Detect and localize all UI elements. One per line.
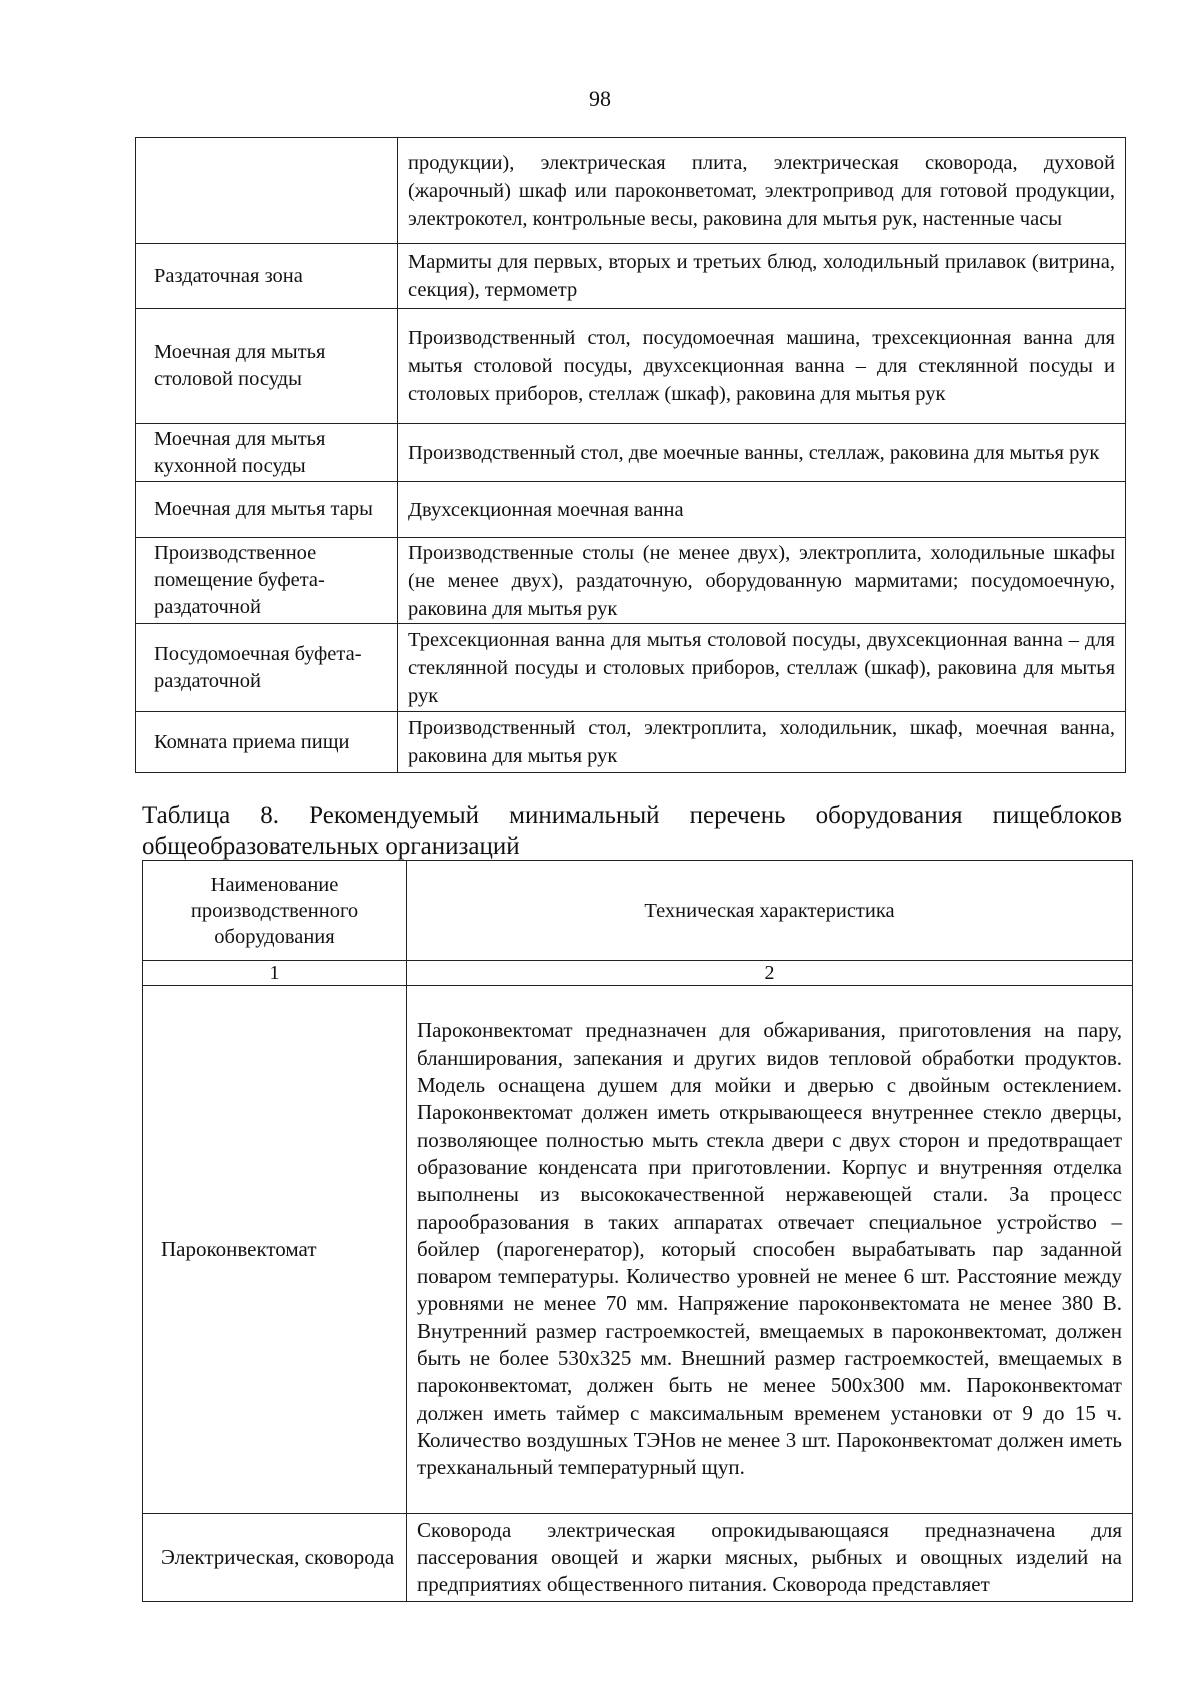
zone-cell: Посудомоечная буфета-раздаточной [136,624,398,712]
zone-cell: Моечная для мытья столовой посуды [136,309,398,424]
zone-cell: Комната приема пищи [136,712,398,773]
equipment-cell: продукции), электрическая плита, электрическая сковорода, духовой (жарочный) шкаф или пароконветомат, электропривод для готовой продукции, электрокотел, контрольные весы, раковина для мытья рук, настенные часы [398,138,1126,244]
table-row [136,482,1126,538]
table-row [136,424,1126,482]
table-row [136,538,1126,624]
table-row [136,244,1126,309]
equipment-cell: Мармиты для первых, вторых и третьих блюд, холодильный прилавок (витрина, секция), термометр [398,244,1126,309]
table-row [136,712,1126,773]
column-header-name: Наименование производственного оборудования [143,861,407,961]
zone-cell: Моечная для мытья кухонной посуды [136,424,398,482]
equipment-cell: Производственные столы (не менее двух), электроплита, холодильные шкафы (не менее двух), раздаточную, оборудованную мармитами; посудомоечную, раковина для мытья рук [398,538,1126,624]
equipment-description-cell: Пароконвектомат предназначен для обжаривания, приготовления на пару, бланширования, запекания и других видов тепловой обработки продуктов. Модель оснащена душем для мойки и дверью с двойным остеклением. Пароконвектомат должен иметь открывающееся внутреннее стекло дверцы, позволяющее полностью мыть стекла двери с двух сторон и предотвращает образование конденсата при приготовлении. Корпус и внутренняя отделка выполнены из высококачественной нержавеющей стали. За процесс парообразования в таких аппаратах отвечает специальное устройство – бойлер (парогенератор), который способен вырабатывать пар заданной поваром температуры. Количество уровней не менее 6 шт. Расстояние между уровнями не менее 70 мм. Напряжение пароконвектомата не менее 380 В. Внутренний размер гастроемкостей, вмещаемых в пароконвектомат, должен быть не более 530х325 мм. Внешний размер гастроемкостей, вмещаемых в пароконвектомат, должен быть не менее 500х300 мм. Пароконвектомат должен иметь таймер с максимальным временем установки от 9 до 15 ч. Количество воздушных ТЭНов не менее 3 шт. Пароконвектомат должен иметь трехканальный температурный щуп. [407,986,1133,1514]
equipment-table-continued [135,137,1126,773]
column-number-row [143,961,1133,986]
table-row [136,624,1126,712]
equipment-cell: Производственный стол, посудомоечная машина, трехсекционная ванна для мытья столовой посуды, двухсекционная ванна – для стеклянной посуды и столовых приборов, стеллаж (шкаф), раковина для мытья рук [398,309,1126,424]
page-number: 98 [589,86,611,111]
table-caption: Таблица 8. Рекомендуемый минимальный перечень оборудования пищеблоков общеобразовательных организаций [142,802,1122,860]
zone-cell: Моечная для мытья тары [136,482,398,538]
column-number: 2 [407,961,1133,986]
table-header-row [143,861,1133,961]
equipment-cell: Производственный стол, электроплита, холодильник, шкаф, моечная ванна, раковина для мытья рук [398,712,1126,773]
zone-cell [136,138,398,244]
column-header-characteristics: Техническая характеристика [407,861,1133,961]
zone-cell: Производственное помещение буфета-раздаточной [136,538,398,624]
table-8 [142,860,1133,1602]
equipment-cell: Производственный стол, две моечные ванны, стеллаж, раковина для мытья рук [398,424,1126,482]
table-row [143,986,1133,1514]
equipment-name-cell: Электрическая, сковорода [143,1514,407,1602]
table-row [136,309,1126,424]
table-row [143,1514,1133,1602]
equipment-cell: Двухсекционная моечная ванна [398,482,1126,538]
equipment-name-cell: Пароконвектомат [143,986,407,1514]
zone-cell: Раздаточная зона [136,244,398,309]
column-number: 1 [143,961,407,986]
table-row [136,138,1126,244]
equipment-cell: Трехсекционная ванна для мытья столовой посуды, двухсекционная ванна – для стеклянной посуды и столовых приборов, стеллаж (шкаф), раковина для мытья рук [398,624,1126,712]
equipment-description-cell: Сковорода электрическая опрокидывающаяся предназначена для пассерования овощей и жарки мясных, рыбных и овощных изделий на предприятиях общественного питания. Сковорода представляет [407,1514,1133,1602]
